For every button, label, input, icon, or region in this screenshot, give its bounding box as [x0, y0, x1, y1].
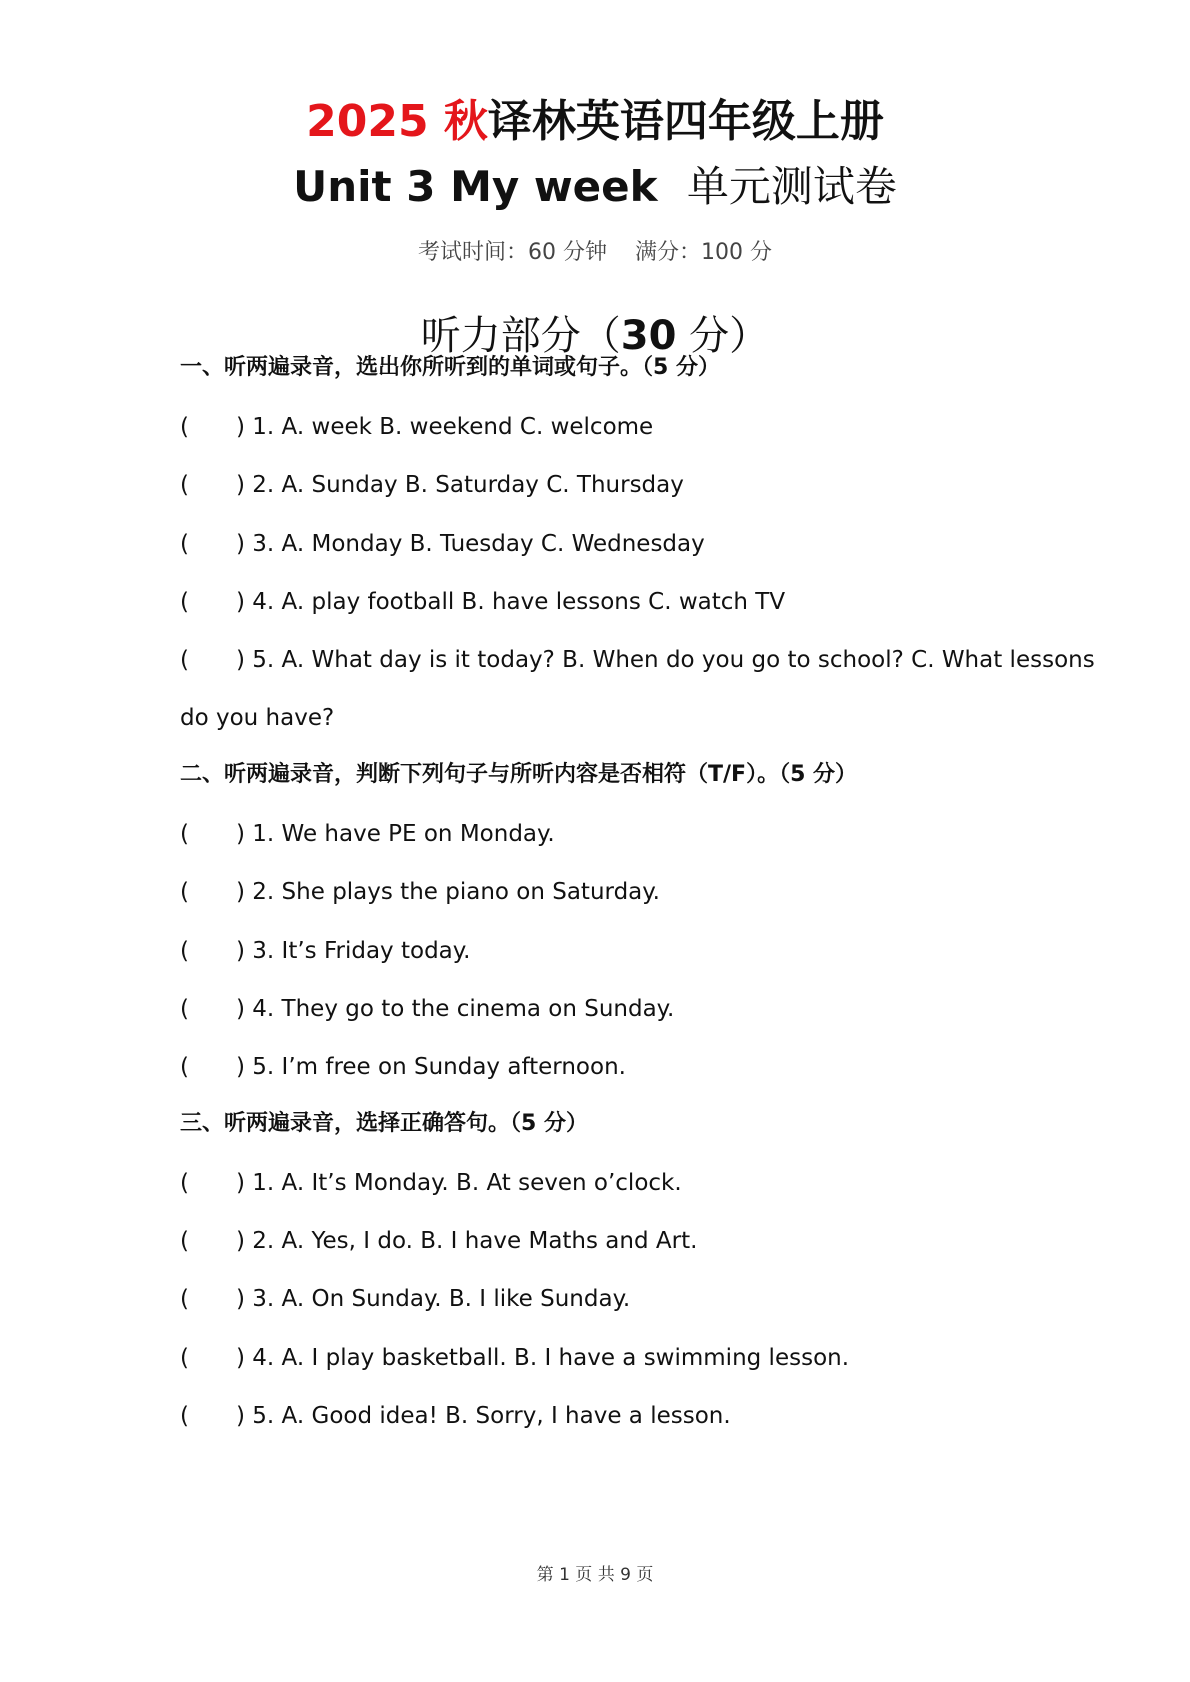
answer-blank[interactable]: (	[180, 1345, 189, 1371]
answer-blank[interactable]: (	[180, 531, 189, 557]
answer-blank[interactable]: (	[180, 1228, 189, 1254]
answer-blank[interactable]: (	[180, 938, 189, 964]
question-item: ( ) 1. A. week B. weekend C. welcome	[180, 411, 653, 443]
answer-blank[interactable]: (	[180, 821, 189, 847]
title-year: 2025 秋	[306, 96, 488, 147]
question-item: ( ) 3. A. On Sunday. B. I like Sunday.	[180, 1283, 630, 1315]
exam-meta: 考试时间：60 分钟 满分：100 分	[418, 240, 772, 265]
answer-blank[interactable]: (	[180, 1170, 189, 1196]
question-item: ( ) 2. She plays the piano on Saturday.	[180, 876, 660, 908]
answer-blank[interactable]: (	[180, 1286, 189, 1312]
answer-blank[interactable]: (	[180, 1054, 189, 1080]
exam-subtitle	[0, 158, 1190, 216]
answer-blank[interactable]: (	[180, 1403, 189, 1429]
title-text: 译林英语四年级上册	[487, 96, 884, 147]
exam-title	[0, 92, 1190, 152]
question-item: ( ) 1. A. It’s Monday. B. At seven o’clock.	[180, 1167, 682, 1199]
question-item: ( ) 3. A. Monday B. Tuesday C. Wednesday	[180, 528, 705, 560]
question-item: ( ) 2. A. Yes, I do. B. I have Maths and Art.	[180, 1225, 697, 1257]
answer-blank[interactable]: (	[180, 996, 189, 1022]
answer-blank[interactable]: (	[180, 472, 189, 498]
answer-blank[interactable]: (	[180, 647, 189, 673]
question-item: ( ) 5. A. What day is it today? B. When do you go to school? C. What lessons	[180, 644, 1095, 676]
question-continuation: do you have?	[180, 705, 335, 731]
section-heading-3: 三、听两遍录音，选择正确答句。（5 分）	[180, 1111, 588, 1136]
answer-blank[interactable]: (	[180, 879, 189, 905]
subtitle-unit: Unit 3 My week	[293, 162, 658, 211]
question-item: ( ) 5. I’m free on Sunday afternoon.	[180, 1051, 626, 1083]
question-item: ( ) 3. It’s Friday today.	[180, 935, 470, 967]
answer-blank[interactable]: (	[180, 414, 189, 440]
question-item: ( ) 4. A. I play basketball. B. I have a swimming lesson.	[180, 1342, 849, 1374]
page-number: 第 1 页 共 9 页	[536, 1565, 654, 1585]
subtitle-cn: 单元测试卷	[686, 162, 897, 211]
question-item: ( ) 5. A. Good idea! B. Sorry, I have a lesson.	[180, 1400, 731, 1432]
question-item: ( ) 2. A. Sunday B. Saturday C. Thursday	[180, 469, 684, 501]
section-heading-2: 二、听两遍录音，判断下列句子与所听内容是否相符（T/F）。（5 分）	[180, 762, 858, 787]
part-suffix: 分）	[676, 313, 770, 359]
answer-blank[interactable]: (	[180, 589, 189, 615]
part-prefix: 听力部分（	[420, 313, 621, 359]
section-heading-1: 一、听两遍录音，选出你所听到的单词或句子。（5 分）	[180, 355, 720, 380]
question-item: ( ) 4. A. play football B. have lessons C. watch TV	[180, 586, 785, 618]
question-item: ( ) 1. We have PE on Monday.	[180, 818, 555, 850]
part-score: 30	[620, 313, 677, 359]
question-item: ( ) 4. They go to the cinema on Sunday.	[180, 993, 674, 1025]
